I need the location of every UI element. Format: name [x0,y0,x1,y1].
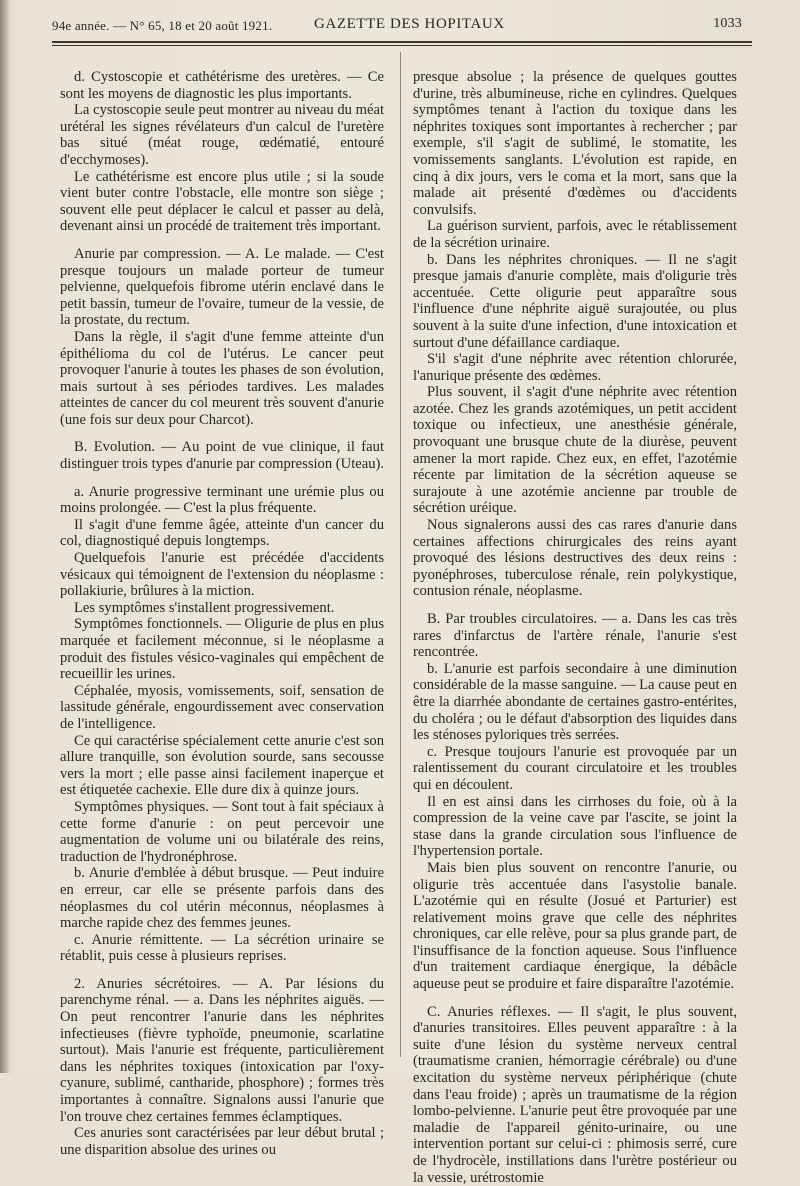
header-issue-info: 94e année. — N° 65, 18 et 20 août 1921. [52,18,273,33]
paragraph: d. Cystoscopie et cathétérisme des uretères. — Ce sont les moyens de diagnostic les plus importants. [60,69,384,102]
paragraph: presque absolue ; la présence de quelques gouttes d'urine, très albumineuse, riche en cylindres. Quelques symptômes tenant à l'action du toxique dans les néphrites toxiques sont importantes à rechercher ; par exemple, s'il s'agit de sublimé, le stomatite, les vomissements sanglants. L'évolution est rapide, en cinq à dix jours, vers le coma et la mort, sans que la malade ait présenté d'œdèmes ou d'accidents convulsifs. [413,69,737,218]
paragraph: Plus souvent, il s'agit d'une néphrite avec rétention azotée. Chez les grands azotémiques, un petit accident toxique ou infectieux, une anesthésie générale, provoquant une brusque chute de la diurèse, peuvent amener la mort rapide. Chez eux, en effet, l'azotémie récente par limitation de la sécrétion aqueuse se surajoute à une azotémie ancienne par trouble de sécrétion uréique. [413,384,737,517]
paragraph: b. Dans les néphrites chroniques. — Il ne s'agit presque jamais d'anurie complète, mais d'oligurie très accentuée. Cette oligurie peut apparaître sous l'influence d'une néphrite aiguë surajoutée, ou plus souvent à la suite d'une infection, d'une intoxication et surtout d'une défaillance cardiaque. [413,251,737,351]
header-page-number: 1033 [713,16,742,31]
paragraph: Le cathétérisme est encore plus utile ; si la soude vient buter contre l'obstacle, elle montre son siège ; souvent elle peut déplacer le calcul et passer au delà, devenant ainsi un procédé de traitement très important. [60,168,384,235]
header-rule-thick [52,41,752,43]
section-heading-compression: Anurie par compression. — A. Le malade. — C'est presque toujours un malade porteur de tumeur pelvienne, quelquefois fibrome utérin enclavé dans le petit bassin, tumeur de l'ovaire, tumeur de la vessie, de la prostate, du rectum. [60,245,384,329]
paragraph: Quelquefois l'anurie est précédée d'accidents vésicaux qui témoignent de l'extension du néoplasme : pollakiurie, brûlures à la miction. [60,550,384,600]
paragraph: b. L'anurie est parfois secondaire à une diminution considérable de la masse sanguine. — La cause peut en être la diarrhée abondante de certaines gastro-entérites, du choléra ; ou le défaut d'absorption des liquides dans les sténoses pyloriques très serrées. [413,660,737,744]
paragraph: Dans la règle, il s'agit d'une femme atteinte d'un épithélioma du col de l'utérus. Le cancer peut provoquer l'anurie à toutes les phases de son évolution, mais surtout à ses périodes tardives. Les malades atteintes de cancer du col meurent très souvent d'anurie (une fois sur deux pour Charcot). [60,328,384,428]
section-heading-circulatoires: B. Par troubles circulatoires. — a. Dans les cas très rares d'infarctus de l'artère rénale, l'anurie s'est rencontrée. [413,611,737,661]
paragraph: Symptômes physiques. — Sont tout à fait spéciaux à cette forme d'anurie : on peut percevoir une augmentation de volume uni ou bilatérale des reins, traduction de l'hydronéphrose. [60,798,384,865]
paragraph: c. Anurie rémittente. — La sécrétion urinaire se rétablit, puis cesse à plusieurs reprises. [60,931,384,965]
page-spine-shadow [0,0,10,1073]
column-divider [400,52,401,1057]
section-heading-reflexes: C. Anuries réflexes. — Il s'agit, le plus souvent, d'anuries transitoires. Elles peuvent apparaître : à la suite d'une lésion du système nerveux central (traumatisme cranien, hémorragie cérébrale) ou d'une excitation du système nerveux périphérique (chute dans l'eau froide) ; après un traumatisme de la région lombo-pelvienne. L'anurie peut être provoquée par une maladie de l'appareil génito-urinaire, ou une intervention portant sur celui-ci : phimosis serré, cure de l'hydrocèle, instillations dans l'urètre postérieur ou la vessie, urétrostomie [413,1003,737,1186]
paragraph: La cystoscopie seule peut montrer au niveau du méat urétéral les signes révélateurs d'un calcul de l'uretère bas situé (méat rouge, œdématié, entouré d'ecchymoses). [60,102,384,168]
paragraph: Il s'agit d'une femme âgée, atteinte d'un cancer du col, diagnostiqué depuis longtemps. [60,516,384,550]
paragraph: b. Anurie d'emblée à début brusque. — Peut induire en erreur, car elle se présente parfois dans des néoplasmes du col utérin méconnus, néoplasmes à marche rapide chez des femmes jeunes. [60,865,384,932]
paragraph: Céphalée, myosis, vomissements, soif, sensation de lassitude générale, engourdissement avec conservation de l'intelligence. [60,682,384,732]
paragraph: S'il s'agit d'une néphrite avec rétention chlorurée, l'anurique présente des œdèmes. [413,351,737,384]
left-column [60,58,384,1158]
paragraph: La guérison survient, parfois, avec le rétablissement de la sécrétion urinaire. [413,218,737,251]
header-journal-title: GAZETTE DES HOPITAUX [314,16,505,32]
paragraph: B. Evolution. — Au point de vue clinique, il faut distinguer trois types d'anurie par compression (Uteau). [60,439,385,473]
paragraph: a. Anurie progressive terminant une urémie plus ou moins prolongée. — C'est la plus fréquente. [60,483,384,517]
right-column [413,58,737,1186]
paragraph: Ce qui caractérise spécialement cette anurie c'est son allure tranquille, son évolution sourde, sans secousse vers la mort ; elle passe ainsi facilement inaperçue et est étiquetée cachexie. Elle dure dix à quinze jours. [60,732,384,799]
header-rule-thin [52,45,752,46]
section-heading-secretoires: 2. Anuries sécrétoires. — A. Par lésions du parenchyme rénal. — a. Dans les néphrites aiguës. — On peut rencontrer l'anurie dans les néphrites infectieuses (fièvre typhoïde, pneumonie, scarlatine surtout). Mais l'anurie est fréquente, particulièrement dans les néphrites toxiques (intoxication par l'oxy-cyanure, sublimé, cantharide, phosphore) ; formes très importantes à connaître. Signalons aussi l'anurie que l'on trouve chez certaines femmes éclamptiques. [60,975,384,1125]
paragraph: Symptômes fonctionnels. — Oligurie de plus en plus marquée et facilement méconnue, si le néoplasme a produit des fistules vésico-vaginales qui empêchent de recueillir les urines. [60,616,384,683]
paragraph: Mais bien plus souvent on rencontre l'anurie, ou oligurie très accentuée dans l'asystolie banale. L'azotémie qui en résulte (Josué et Parturier) est relativement moins grave que celle des néphrites chroniques, car elle relève, pour sa plus grande part, de l'insuffisance de la fonction aqueuse. Sous l'influence d'un traitement cardiaque énergique, la débâcle aqueuse peut se produire et faire disparaître l'azotémie. [413,859,737,993]
page-header [52,16,742,38]
paragraph: Nous signalerons aussi des cas rares d'anurie dans certaines affections chirurgicales des reins ayant provoqué des lésions destructives des deux reins : pyonéphroses, tuberculose rénale, rein polykystique, contusion rénale, néoplasme. [413,517,737,600]
paragraph: Ces anuries sont caractérisées par leur début brutal ; une disparition absolue des urines ou [60,1125,384,1158]
paragraph: Les symptômes s'installent progressivement. [74,599,335,616]
paragraph: Il en est ainsi dans les cirrhoses du foie, où à la compression de la veine cave par l'ascite, se joint la stase dans la grande circulation sous l'influence de l'hypertension portale. [413,793,737,860]
paragraph: c. Presque toujours l'anurie est provoquée par un ralentissement du courant circulatoire et les troubles qui en découlent. [413,743,737,793]
